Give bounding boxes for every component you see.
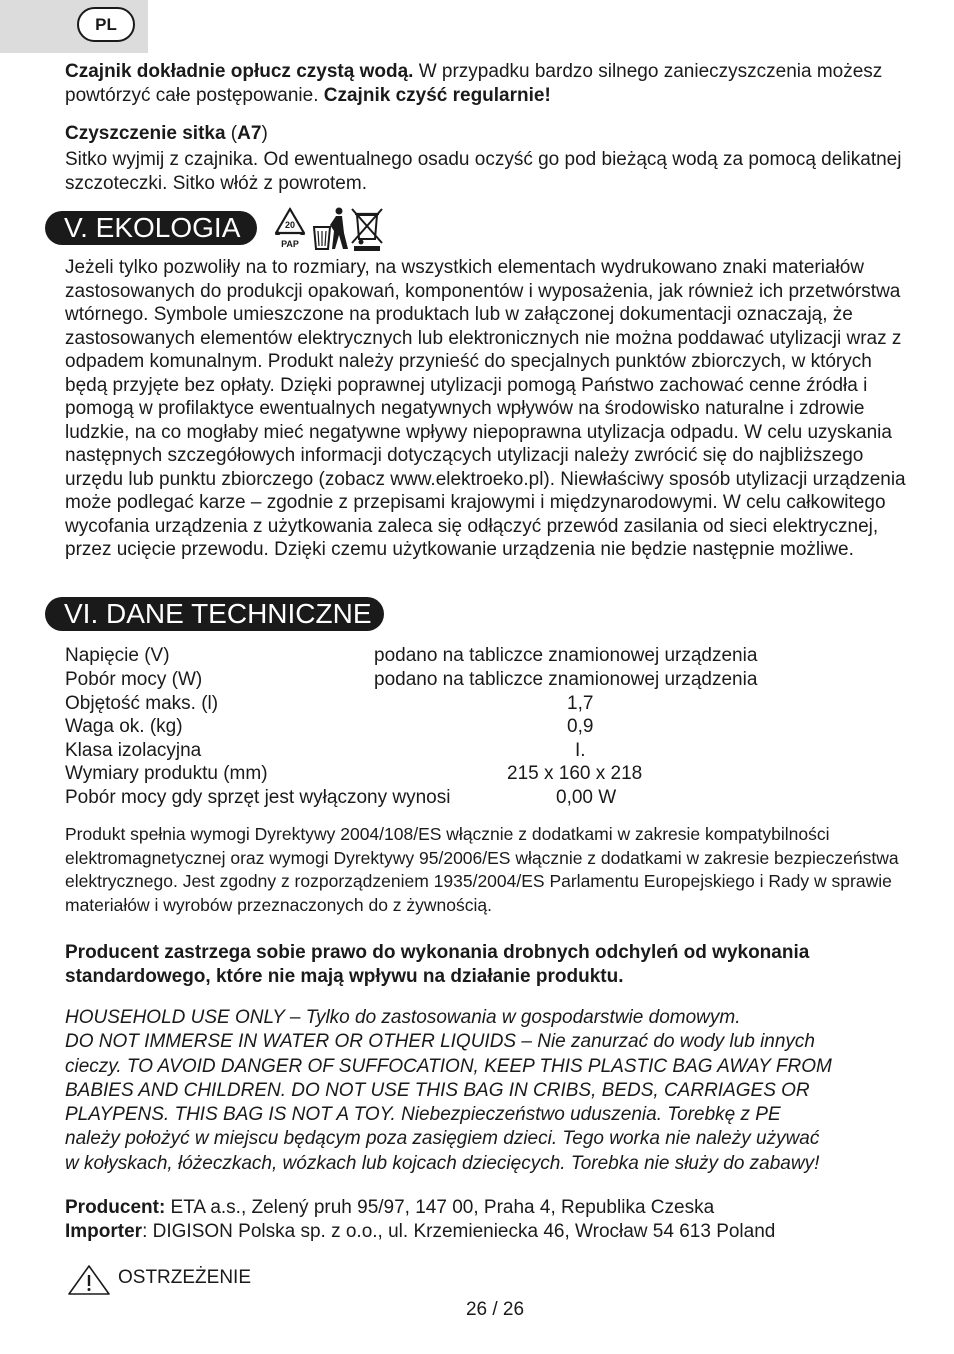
crossed-wheelie-bin-icon bbox=[352, 209, 382, 251]
language-badge-background bbox=[0, 0, 148, 53]
rinse-paragraph bbox=[65, 60, 910, 107]
sieve-text: Sitko wyjmij z czajnika. Od ewentualnego osadu oczyść go pod bieżącą wodą za pomocą delikatnej szczoteczki. Sitko włóż z powrotem. bbox=[65, 149, 902, 194]
eco-icons bbox=[272, 205, 387, 258]
section-title-dane-techniczne: VI. DANE TECHNICZNE bbox=[45, 597, 384, 631]
spec-label: Pobór mocy (W) bbox=[65, 669, 203, 690]
importer-line bbox=[65, 1220, 910, 1244]
language-badge: PL bbox=[77, 7, 135, 42]
warning-line: DO NOT IMMERSE IN WATER OR OTHER LIQUIDS – Nie zanurzać do wody lub innych bbox=[65, 1031, 815, 1053]
sieve-ref-close: ) bbox=[261, 123, 268, 144]
eco-icons-svg bbox=[272, 205, 387, 253]
warning-triangle-svg bbox=[67, 1264, 111, 1296]
producer-label: Producent: bbox=[65, 1197, 166, 1218]
page-number: 26 / 26 bbox=[465, 1299, 525, 1320]
section-title-ekologia: V. EKOLOGIA bbox=[45, 211, 257, 245]
rinse-repeat-text: W przypadku bardzo silnego zanieczyszczenia możesz powtórzyć całe postępowanie. bbox=[65, 61, 883, 106]
sieve-ref-open: ( bbox=[225, 123, 238, 144]
importer-text: : DIGISON Polska sp. z o.o., ul. Krzemieniecka 46, Wrocław 54 613 Poland bbox=[142, 1221, 776, 1242]
warning-line: HOUSEHOLD USE ONLY – Tylko do zastosowania w gospodarstwie domowym. bbox=[65, 1007, 741, 1028]
spec-label: Klasa izolacyjna bbox=[65, 740, 202, 761]
reserve-rights-text: Producent zastrzega sobie prawo do wykonania drobnych odchyleń od wykonania standardowego, które nie mają wpływu na działanie produktu. bbox=[65, 942, 810, 987]
directive-text: Produkt spełnia wymogi Dyrektywy 2004/108/ES włącznie z dodatkami w zakresie kompatybilności elektromagnetycznej oraz wymogi Dyrektywy 95/2006/ES włącznie z dodatkami w zakresie bezpieczeństwa elektrycznego. Jest zgodny z rozporządzeniem 1935/2004/ES Parlamentu Europejskiego i Rady w sprawie materiałów i wyrobów przeznaczonych do z żywnością. bbox=[65, 824, 899, 915]
warning-line: należy położyć w miejscu będącym poza zasięgiem dzieci. Tego worka nie należy używać bbox=[65, 1128, 820, 1150]
spec-value: podano na tabliczce znamionowej urządzenia bbox=[374, 669, 758, 690]
producer-line bbox=[65, 1196, 910, 1220]
producer-text: ETA a.s., Zelený pruh 95/97, 147 00, Praha 4, Republika Czeska bbox=[165, 1197, 715, 1218]
spec-label: Waga ok. (kg) bbox=[65, 716, 183, 737]
spec-label: Napięcie (V) bbox=[65, 645, 170, 666]
recycle-label: PAP bbox=[281, 239, 299, 249]
rinse-instruction: Czajnik dokładnie opłucz czystą wodą. bbox=[65, 61, 414, 82]
spec-value: I. bbox=[575, 740, 586, 761]
ekologia-text: Jeżeli tylko pozwoliły na to rozmiary, na wszystkich elementach wydrukowano znaki materiałów zastosowanych do produkcji opakowań, komponentów i wyposażenia, jak również ich przetwórstwa wtórnego. Symbole umieszczone na produktach lub w załączonej dokumentacji oznaczają, że zastosowanych elementów elektrycznych lub elektronicznych nie można poddawać utylizacji wraz z odpadem komunalnym. Produkt należy przynieść do specjalnych punktów zbiorczych, w których będą przyjęte bez opłaty. Dzięki poprawnej utylizacji pomogą Państwo zachować cenne źródła i pomogą w profilaktyce ewentualnych negatywnych wpływów na środowisko naturalne i zdrowie ludzkie, na co mogłaby mieć negatywne wpływy niepoprawna utylizacja odpadu. W celu uzyskania następnych szczegółowych informacji dotyczących utylizacji należy zwrócić się do najbliższego urzędu lub punktu zbiorczego (zobacz www.elektroeko.pl). Niewłaściwy sposób utylizacji urządzenia może podlegać karze – zgodnie z przepisami krajowymi i międzynarodowymi. W celu całkowitego wycofania urządzenia z użytkowania zaleca się odłączyć przewód zasilania od sieci elektrycznej, przez ucięcie przewodu. Dzięki czemu użytkowanie urządzenia nie będzie następnie możliwe. bbox=[65, 257, 906, 560]
spec-value: 1,7 bbox=[567, 693, 594, 714]
spec-value: 215 x 160 x 218 bbox=[507, 763, 643, 784]
importer-label: Importer bbox=[65, 1221, 143, 1242]
spec-value: 0,00 W bbox=[556, 787, 617, 808]
warning-line: PLAYPENS. THIS BAG IS NOT A TOY. Niebezpieczeństwo uduszenia. Torebkę z PE bbox=[65, 1104, 781, 1126]
warning-icon bbox=[67, 1264, 111, 1301]
warning-line: cieczy. TO AVOID DANGER OF SUFFOCATION, KEEP THIS PLASTIC BAG AWAY FROM bbox=[65, 1055, 832, 1077]
recycle-code: 20 bbox=[284, 220, 296, 230]
spec-label: Pobór mocy gdy sprzęt jest wyłączony wynosi bbox=[65, 787, 451, 808]
warning-line: w kołyskach, łóżeczkach, wózkach lub kojcach dziecięcych. Torebka nie służy do zabawy! bbox=[65, 1152, 820, 1174]
spec-label: Wymiary produktu (mm) bbox=[65, 763, 268, 784]
spec-label: Objętość maks. (l) bbox=[65, 693, 219, 714]
warning-line: BABIES AND CHILDREN. DO NOT USE THIS BAG IN CRIBS, BEDS, CARRIAGES OR bbox=[65, 1079, 810, 1101]
warning-label: OSTRZEŻENIE bbox=[118, 1267, 252, 1288]
spec-value: podano na tabliczce znamionowej urządzenia bbox=[374, 645, 758, 666]
clean-regularly-note: Czajnik czyść regularnie! bbox=[323, 84, 551, 106]
recycle-20-pap-icon bbox=[275, 207, 305, 249]
sieve-heading bbox=[65, 122, 910, 146]
safety-warning-text bbox=[65, 1006, 925, 1176]
sieve-title: Czyszczenie sitka bbox=[65, 123, 226, 144]
sieve-figure-ref: A7 bbox=[237, 123, 262, 144]
tidy-man-bin-icon bbox=[314, 208, 348, 250]
spec-value: 0,9 bbox=[567, 716, 594, 737]
